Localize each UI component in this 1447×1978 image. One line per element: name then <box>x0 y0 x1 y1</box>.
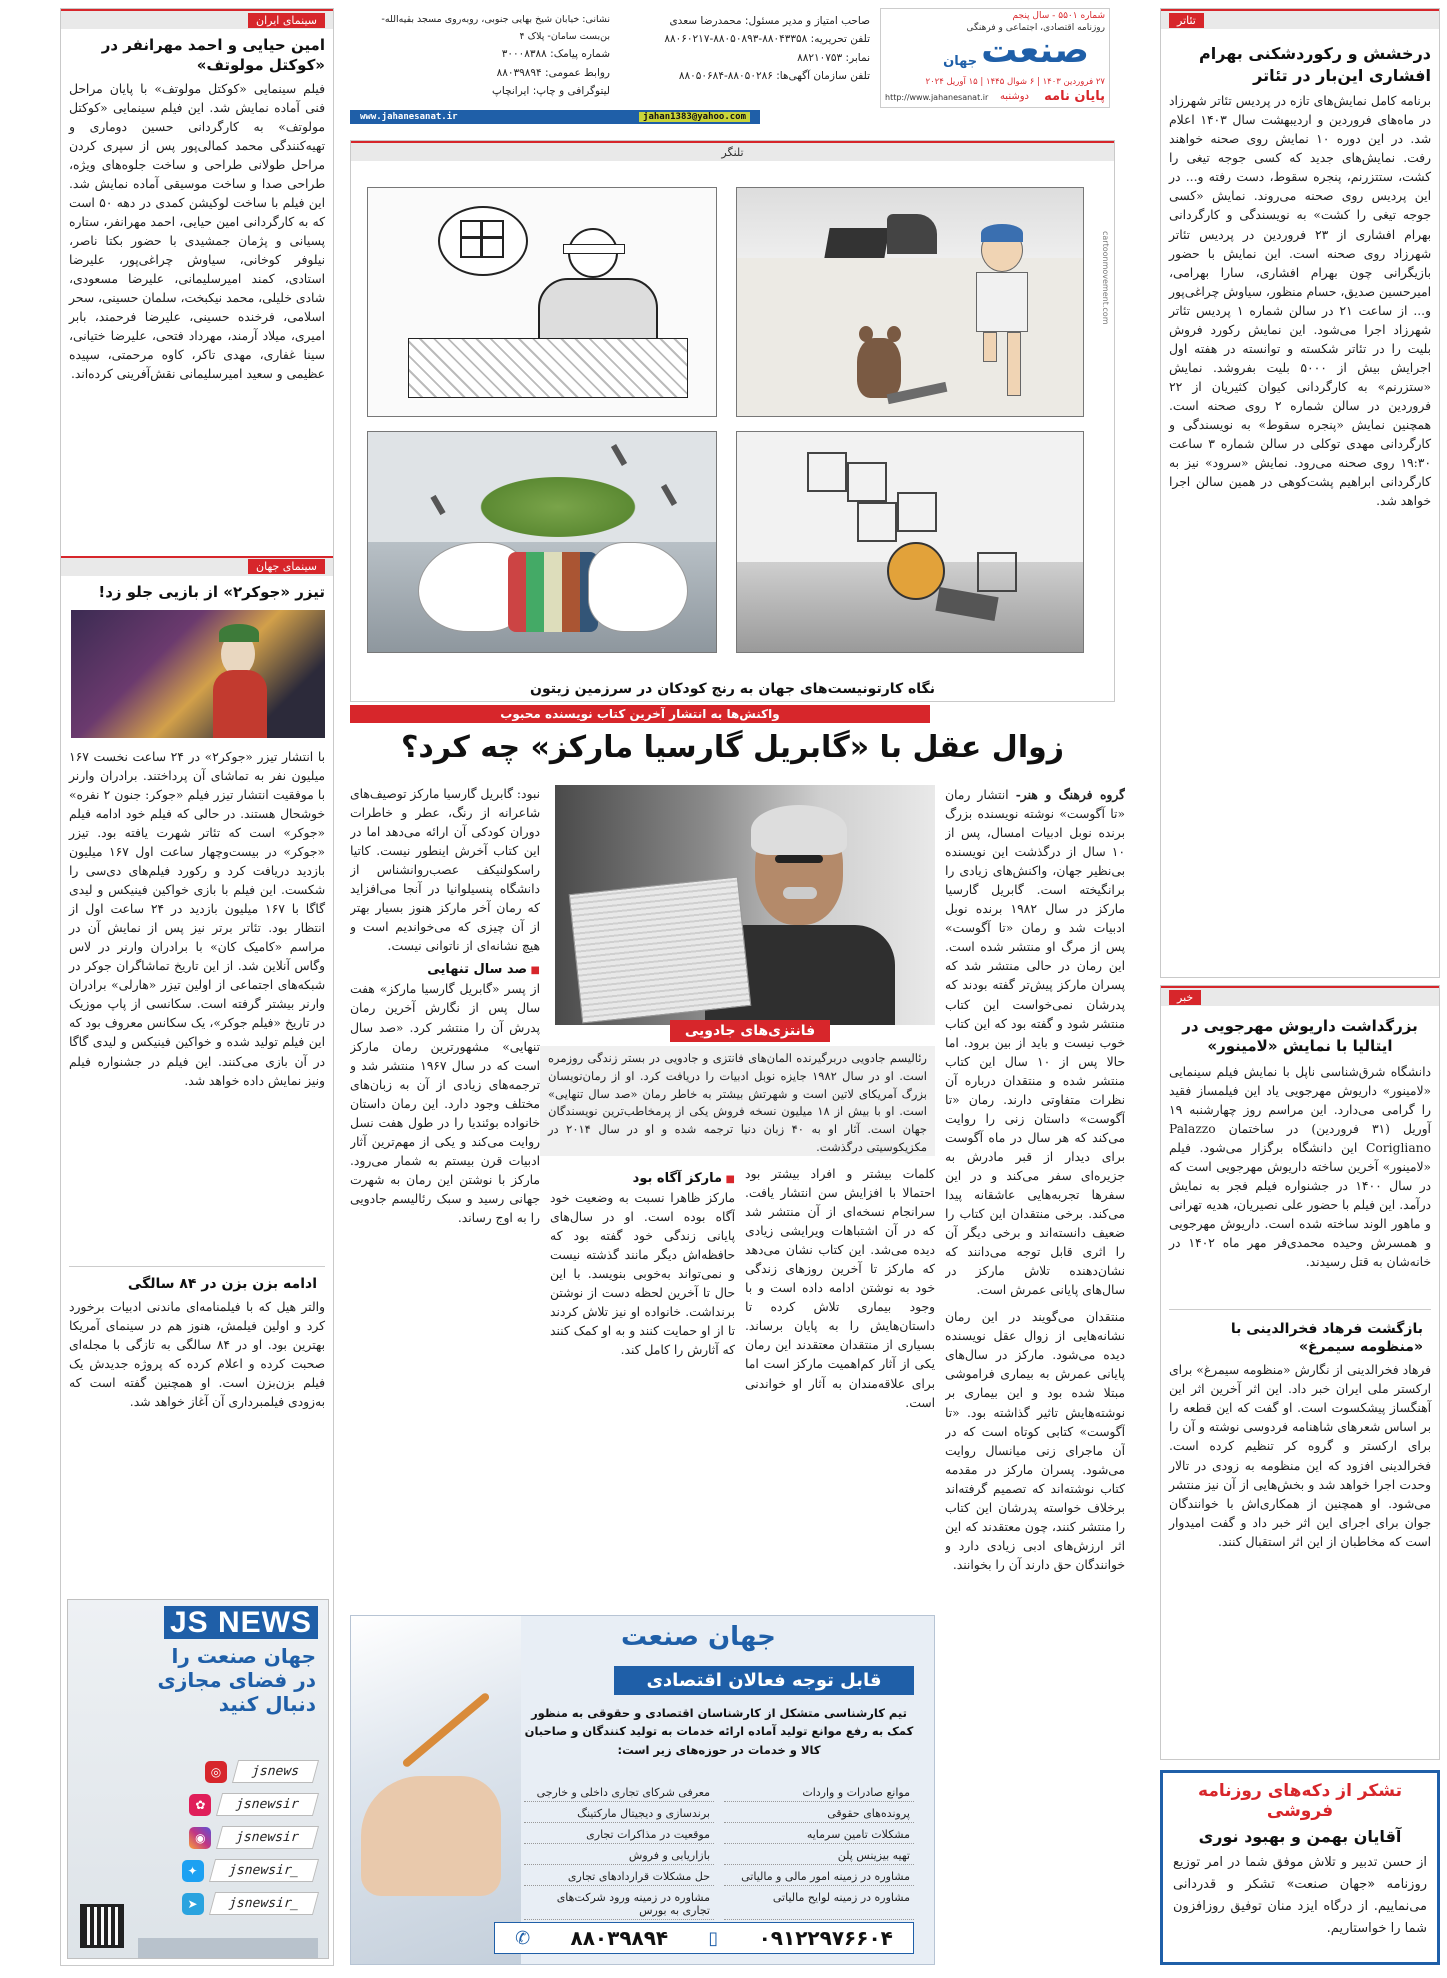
article-body: منتقدان می‌گویند در این رمان نشانه‌هایی از زوال عقل نویسنده دیده می‌شود. مارکز در سال‌های پایانی عمرش به بیماری فراموشی مبتلا شده بود و این بیماری بر نوشته‌هایش تاثیر گذاشته بود. «تا آگوست» کتابی کوتاه است که در آن ماجرای زنی میانسال روایت می‌شود. پسران مارکز در مقدمه کتاب نوشته‌اند که تصمیم گرفته‌اند برخلاف خواسته پدرشان این کتاب را منتشر کنند، چون معتقدند که این اثر ارزش‌های ادبی زیادی دارد و خوانندگان حق دارند آن را بخوانند. <box>945 1310 1125 1572</box>
kicker-bar: واکنش‌ها به انتشار آخرین کتاب نویسنده محبوب <box>350 705 930 723</box>
article-headline: بزرگداشت داریوش مهرجویی در ایتالیا با نمایش «لامینور» <box>1182 1017 1418 1056</box>
pr-line: روابط عمومی: ۸۸۰۳۹۸۹۴ <box>496 66 610 79</box>
phone-line: تلفن تحریریه: ۸۸۰۴۳۳۵۸-۸۸۰۵۰۸۹۳-۸۸۰۶۰۲۱۷ <box>664 33 870 46</box>
article-col-left <box>350 785 540 1605</box>
mobile-icon: ▯ <box>708 1927 719 1949</box>
thanks-box <box>1160 1770 1440 1965</box>
email-strip[interactable]: jahan1383@yahoo.com <box>639 112 750 122</box>
cartoon-hopscotch <box>736 431 1084 653</box>
js-news-tagline-2: در فضای مجازی <box>157 1668 316 1692</box>
article-body: انتشار رمان «تا آگوست» نوشته نویسنده بزرگ برنده نوبل ادبیات امسال، پس از ۱۰ سال از درگذشت این نویسنده بی‌نظیر جهان، واکنش‌های زیادی را برانگیخته است. گابریل گارسیا مارکز در سال ۱۹۸۲ برنده نوبل ادبیات شد و رمان «تا آگوست» پس از مرگ او منتشر شده است. این رمان در حالی منتشر شد که پسران مارکز پیش‌تر گفته بودند که پدرشان نمی‌خواست این کتاب منتشر شود و گفته بود که این کتاب خوب نیست و باید از بین برود. اما حالا پس از ۱۰ سال این کتاب منتشر شده و منتقدان درباره آن نظرات متفاوتی دارند. رمان «تا آگوست» داستان زنی را روایت می‌کند که هر سال در ماه آگوست برای دیدار از قبر مادرش به جزیره‌ای سفر می‌کند و در این سفرها تجربه‌هایی عاشقانه پیدا می‌کند. برخی منتقدان این کتاب را ضعیف دانسته‌اند و برخی دیگر آن را اثری قابل توجه می‌دانند که نشان‌دهنده تلاش مارکز در سال‌های پایانی عمرش است. <box>945 788 1125 1298</box>
contact-strip <box>350 110 760 124</box>
address-line: نشانی: خیابان شیخ بهایی جنوبی، روبه‌روی مسجد بقیه‌الله- بن‌بست سامان- پلاک ۴ <box>381 14 610 42</box>
ad-service-item: مشکلات تامین سرمایه <box>724 1826 914 1844</box>
section-label: تلنگر <box>721 145 744 159</box>
brand-line: روزنامه اقتصادی، اجتماعی و فرهنگی <box>966 23 1105 33</box>
js-news-tagline-1: جهان صنعت را <box>171 1644 316 1668</box>
section-tag: سینمای جهان <box>248 559 325 574</box>
social-row-instagram[interactable] <box>116 1826 316 1849</box>
masthead <box>350 8 1110 108</box>
ad-service-item: مشاوره در زمینه امور مالی و مالیاتی <box>724 1868 914 1886</box>
ad-banner[interactable] <box>350 1615 935 1965</box>
cartoon-caption: نگاه کارتونیست‌های جهان به رنج کودکان در سرزمین زیتون <box>530 681 935 697</box>
section-bar-news <box>1161 986 1439 1006</box>
article-subhead: بازگشت فرهاد فخرالدینی با «منظومه سیمرغ» <box>1169 1309 1431 1362</box>
section-tag: سینمای ایران <box>248 13 325 28</box>
social-row-aparat[interactable] <box>116 1793 316 1816</box>
skyline-graphic <box>138 1918 318 1958</box>
masthead-info-middle <box>620 12 870 86</box>
ad-service-item: معرفی شرکای تجاری داخلی و خارجی <box>524 1784 714 1802</box>
ad-service-grid <box>524 1784 914 1920</box>
marquez-photo <box>555 785 935 1025</box>
right-column-lower <box>1160 985 1440 1760</box>
ad-title: قابل توجه فعالان اقتصادی <box>614 1666 914 1695</box>
social-handle[interactable]: jsnewsir <box>216 1793 319 1816</box>
thanks-title: تشکر از دکه‌های روزنامه فروشی <box>1198 1781 1402 1821</box>
ad-service-item: برندسازی و دیجیتال مارکتینگ <box>524 1805 714 1823</box>
article-headline: درخشش و رکوردشکنی بهرام افشاری این‌بار در تئاتر <box>1199 44 1431 85</box>
js-news-tagline-3: دنبال کنید <box>218 1692 316 1716</box>
masthead-info-left <box>350 12 610 100</box>
article-body: فرهاد فخرالدینی از نگارش «منظومه سیمرغ» برای ارکستر ملی ایران خبر داد. این اثر آخرین اثر این آهنگساز پیشکسوت است. او گفت که این قطعه را بر اساس شعرهای شاهنامه فردوسی نوشته و آن را برای ارکستر و گروه کر تنظیم کرده است. فخرالدینی افزود که این منظومه به زودی در تالار وحدت اجرا خواهد شد و بخش‌هایی از آن نیز منتشر می‌شود. او همچنین از همکاری‌اش با خوانندگان جوان برای اجرای این اثر خبر داد و گفت امیدوار است که مخاطبان از این اثر استقبال کنند. <box>1169 1363 1431 1549</box>
qr-code[interactable] <box>80 1904 124 1948</box>
telegram-icon: ➤ <box>182 1893 204 1915</box>
social-handle[interactable]: jsnews <box>232 1760 319 1783</box>
editor-line: صاحب امتیاز و مدیر مسئول: محمدرضا سعدی <box>669 15 870 27</box>
section-bar-cinema-world <box>61 556 333 576</box>
cartoon-source-label: cartoonmovement.com <box>1101 231 1110 325</box>
section-bar-theater <box>1161 9 1439 29</box>
article-headline: امین حیایی و احمد مهرانفر در «کوکتل مولوتف» <box>101 36 325 75</box>
article-body: با انتشار تیزر «جوکر۲» در ۲۴ ساعت نخست ۱۶۷ میلیون نفر به تماشای آن پرداختند. برادران وارنر با موفقیت انتشار تیزر فیلم «جوکر: جنون ۲ نفره» خوشحال هستند. در حالی که فیلم خود ادامه فیلم «جوکر» است که تئاتر شهرت یافته بود. تیزر «جوکر» در بیست‌وچهار ساعت اول ۱۶۷ میلیون بازدید دریافت کرد و رکورد فیلم‌های دی‌سی را شکست. این فیلم با بازی خواکین فینیکس و لیدی گاگا با ۱۶۷ میلیون بازدید در ۲۴ ساعت اول از انتظار بود. تئاتر برتر نیز پس از نمایش آن در مراسم «کامیک کان» با برادران وارنر در لاس وگاس آنلاین شد. از این تاریخ تماشاگران جوکر در شبکه‌های اجتماعی از اولین تیزر «هارلی» برادران وارنر بیشتر گرفته است. سکانسی از پاپ موزیک در تاریخ «فیلم جوکر»، یک سکانس معروف بود که این فیلم تولید شده و خواکین فینیکس و لیدی گاگا در آن بازی می‌کنند. این فیلم در جشنواره فیلم ونیز نمایش داده خواهد شد. <box>69 749 325 1088</box>
article-col-mid-right <box>745 1165 935 1605</box>
logo-sub: جهان <box>943 54 978 69</box>
article-body: کلمات بیشتر و افراد بیشتر بود احتمالا با افزایش سن انتشار یافت. سرانجام نسخه‌ای از آن منتشر شد که در آن اشتباهات ویرایشی زیادی دیده می‌شد. این کتاب نشان می‌دهد که مارکز تا آخرین روزهای زندگی خود به نوشتن ادامه داده است و با وجود بیماری تلاش کرده تا داستان‌هایش را به پایان برساند. بسیاری از منتقدان معتقدند این رمان یکی از آثار کم‌اهمیت مارکز است اما برای علاقه‌مندان به آثار او خواندنی است. <box>745 1167 935 1410</box>
social-handle[interactable]: jsnewsir <box>216 1826 319 1849</box>
section-tag: تئاتر <box>1169 13 1204 28</box>
masthead-info-right <box>880 8 1110 108</box>
print-line: لیتوگرافی و چاپ: ایرانچاپ <box>492 85 610 97</box>
social-row-twitter[interactable] <box>116 1859 316 1882</box>
ad-phone-1[interactable]: ۸۸۰۳۹۸۹۴ <box>570 1926 669 1950</box>
ad-service-item: موقعیت در مذاکرات تجاری <box>524 1826 714 1844</box>
sms-line: شماره پیامک: ۳۰۰۰۸۳۸۸ <box>501 48 610 61</box>
photo-caption-body: رئالیسم جادویی دربرگیرنده المان‌های فانتزی و جادویی در بستر زندگی روزمره است. او در سال ۱۹۸۲ جایزه نوبل ادبیات را دریافت کرد. او از رمان‌نویسان بزرگ آمریکای لاتین است و شهرتش بیشتر به خاطر رمان «صد سال تنهایی» است. او با بیش از ۱۸ میلیون نسخه فروش یکی از پرمخاطب‌ترین نویسندگان جهان است. آثار او به ۴۰ زبان دنیا ترجمه شده و او در سال ۲۰۱۴ در مکزیکوسیتی درگذشت. <box>540 1046 935 1156</box>
article-body: فیلم سینمایی «کوکتل مولوتف» با پایان مراحل فنی آماده نمایش شد. این فیلم سینمایی «کوکتل مولوتف» به کارگردانی حسین دوماری و تهیه‌کنندگی محمد کمالی‌پور پس از سپری کردن مراحل طولانی طراحی و ساخت جلوه‌های ویژه، طراحی صدا و ساخت موسیقی آماده نمایش شد. این فیلم با ساخت لوکیشن کمدی در دهه ۵۰ است که به کارگردانی امین حیایی، احمد مهرانفر، ستاره پسیانی و پژمان جمشیدی با حضور بکتا ناصر، نیلوفر کوخانی، سیاوش چراغی‌پور، علیرضا استادی، کمند امیرسلیمانی، علیرضا مسعودی، شادی خلیلی، محمد نیکبخت، سلمان حسینی، سحر اسلامی، فرخنده حسینی، علیرضا فرحمند، بابر امیری، میلاد آرمند، مهرداد فتحی، علیرضا ختیانی، سینا غفاری، مهدی تاکر، کاوه مرحمتی، سپیده عظیمی و سعید امیرسلیمانی نقش‌آفرینی کرده‌اند. <box>69 81 325 382</box>
issue-badge: شماره ۵۵۰۱ - سال پنجم <box>1012 11 1105 21</box>
newspaper-logo <box>943 30 1089 71</box>
article-subhead: ادامه بزن بزن در ۸۴ سالگی <box>69 1266 325 1296</box>
fax-line: نمابر: ۸۸۲۱۰۷۵۳ <box>797 51 870 64</box>
day-label: دوشنبه <box>999 91 1029 102</box>
article-col-right <box>945 785 1125 1965</box>
section-tag: خبر <box>1169 990 1201 1005</box>
website-url[interactable]: http://www.jahanesanat.ir <box>885 93 989 102</box>
thanks-body: از حسن تدبیر و تلاش موفق شما در امر توزیع روزنامه «جهان صنعت» تشکر و قدردانی می‌نماییم. از درگاه ایزد منان توفیق روزافزون شما را خواستاریم. <box>1173 1855 1427 1937</box>
ad-phone-2[interactable]: ۰۹۱۲۲۹۷۶۶۰۴ <box>758 1926 893 1950</box>
ad-brand: جهان صنعت <box>621 1622 776 1652</box>
joker-photo <box>71 610 325 738</box>
cartoon-section <box>350 140 1115 702</box>
article-body: برنامه کامل نمایش‌های تازه در پردیس تئاتر شهرزاد در ماه‌های فروردین و اردیبهشت سال ۱۴۰۳ اعلام شد. در این دوره ۱۰ نمایش روی صحنه خواهند رفت. نمایش‌های جدید که کسی جوجه تیغی را کشت، ستتزرنم، پنجره سقوط، دست رفته و... در این پردیس روی صحنه می‌روند. نمایش «کسی جوجه تیغی را کشت» به نویسندگی و کارگردانی بهرام افشاری از ۲۳ فروردین در پردیس تئاتر شهرزاد روی صحنه است. این نمایش با حضور بازیگرانی چون بهرام افشاری، سارا بهرامی، امیرحسین صدیق، حسام منظور، سیاوش چراغی‌پور و... از ساعت ۲۱ در سالن شماره ۱ پردیس تئاتر شهرزاد اجرا می‌شود. این نمایش رکورد فروش بلیت را در تئاتر شکسته و توانسته در هفته اول اجرایش بیش از ۵۰۰۰ بلیت بفروشد. نمایش «ستزرنم» به کارگردانی کیوان کثیریان از ۲۲ فروردین در سالن شماره ۲ روی صحنه است. همچنین نمایش «پنجره سقوط» به نویسندگی و کارگردانی مهدی توکلی در سالن شماره ۳ ساعت ۱۹:۳۰ روی صحنه می‌رود. نمایش «سرود» نیز به کارگردانی ابراهیم پشت‌کوهی در همین سالن اجرا خواهد شد. <box>1169 94 1432 509</box>
article-body: دانشگاه شرق‌شناسی ناپل با نمایش فیلم سینمایی «لامینور» داریوش مهرجویی یاد این فیلمساز فقید را گرامی می‌دارد. این مراسم روز چهارشنبه ۱۹ آوریل (۳۱ فروردین) در ساختمان Palazzo Corigliano این دانشگاه برگزار می‌شود. فیلم «لامینور» آخرین ساخته داریوش مهرجویی است که در سال ۱۴۰۰ در جشنواره فیلم فجر به نمایش درآمد. این فیلم با حضور علی نصیریان، هدیه تهرانی و ماهور الوند ساخته شده است. داریوش مهرجویی و همسرش وحیده محمدی‌فر مهر ماه ۱۴۰۲ در خانه‌شان به قتل رسیدند. <box>1169 1064 1432 1269</box>
date-line: ۲۷ فروردین ۱۴۰۳ | ۶ شوال ۱۴۴۵ | ۱۵ آوریل ۲۰۲۴ <box>925 77 1105 87</box>
thanks-names: آقایان بهمن و بهبود نوری <box>1198 1827 1402 1846</box>
ad-service-item: تهیه بیزینس پلن <box>724 1847 914 1865</box>
ad-service-item: مشاوره در زمینه لوایح مالیاتی <box>724 1889 914 1920</box>
logo-text: صنعت <box>981 30 1089 71</box>
ad-phone-bar <box>494 1922 914 1954</box>
photo-caption: فانتزی‌های جادویی <box>670 1020 830 1042</box>
instagram-icon: ◉ <box>189 1827 211 1849</box>
twitter-icon: ✦ <box>182 1860 204 1882</box>
article-headline: تیزر «جوکر۲» از بازیی جلو زد! <box>98 582 325 601</box>
article-col-mid-left <box>550 1165 735 1605</box>
cartoon-boy-with-toy <box>736 187 1084 417</box>
ad-subtitle: تیم کارشناسی متشکل از کارشناسان اقتصادی و حقوقی به منظور کمک به رفع موانع تولید آماده ارائه خدمات به تولید کنندگان و صاحبان کالا و خدمات در حوزه‌های زیر است: <box>524 1706 914 1757</box>
social-row-website[interactable] <box>116 1760 316 1783</box>
main-headline: زوال عقل با «گابریل گارسیا مارکز» چه کرد؟ <box>400 730 1065 765</box>
ad-service-item: موانع صادرات و واردات <box>724 1784 914 1802</box>
phone-icon: ✆ <box>515 1927 531 1949</box>
aparat-icon: ✿ <box>189 1794 211 1816</box>
website-icon: ◎ <box>205 1761 227 1783</box>
cartoon-dove-family <box>367 431 717 653</box>
section-bar-cinema-iran <box>61 9 333 29</box>
cartoon-bandaged-child-gift <box>367 187 717 417</box>
web-strip[interactable]: www.jahanesanat.ir <box>360 112 458 122</box>
article-body: از پسر «گابریل گارسیا مارکز» هفت سال پس از نگارش آخرین رمان پدرش آن را منتشر کرد. «صد سال تنهایی» مشهورترین رمان مارکز است که در سال ۱۹۶۷ منتشر شد و ترجمه‌های زیادی از آن به زبان‌های مختلف وجود دارد. این رمان داستان خانواده بوئندیا را در طول هفت نسل روایت می‌کند و یکی از مهم‌ترین آثار ادبیات قرن بیستم به شمار می‌رود. مارکز با نوشتن این رمان به شهرت جهانی رسید و سبک رئالیسم جادویی را به اوج رساند. <box>350 982 540 1225</box>
ad-service-item: پرونده‌های حقوقی <box>724 1805 914 1823</box>
article-subhead: ■ صد سال تنهایی <box>350 962 540 977</box>
ad-service-item: بازاریابی و فروش <box>524 1847 714 1865</box>
section-bar-talangor <box>351 141 1114 161</box>
js-news-logo <box>68 1600 328 1640</box>
social-handle[interactable]: jsnewsir_ <box>208 1859 319 1882</box>
ad-service-item: مشاوره در زمینه ورود شرکت‌های تجاری به بورس <box>524 1889 714 1920</box>
article-subhead: ■ مارکز آگاه بود <box>550 1171 735 1186</box>
social-handle[interactable]: jsnewsir_ <box>208 1892 319 1915</box>
ad-service-item: حل مشکلات قراردادهای تجاری <box>524 1868 714 1886</box>
article-body: والتر هیل که با فیلمنامه‌ای ماندنی ادبیات برخورد کرد و اولین فیلمش، هنوز هم در سینمای آمریکا بهترین بود. او در ۸۴ سالگی به تازگی با مجله‌ای صحبت کرده و اعلام کرده که پروژه جدیدش یک فیلم بزن‌بزن است. او همچنین گفته است که به‌زودی فیلمبرداری آن آغاز خواهد شد. <box>69 1299 325 1409</box>
page-tag: پایان نامه <box>1044 89 1105 104</box>
ad-hand-image <box>351 1616 521 1965</box>
article-body: مارکز ظاهرا نسبت به وضعیت خود آگاه بوده است. او در سال‌های پایانی زندگی خود گفته بود که حافظه‌اش دیگر مانند گذشته نیست و نمی‌تواند به‌خوبی بنویسد. با این حال تا آخرین لحظه دست از نوشتن برنداشت. خانواده او نیز تلاش کردند تا از او حمایت کنند و به او کمک کنند که آثارش را کامل کند. <box>550 1191 735 1358</box>
right-column <box>1160 8 1440 978</box>
article-lead: گروه فرهنگ و هنر- <box>1015 787 1125 802</box>
article-body: نبود: گابریل گارسیا مارکز توصیف‌های شاعرانه از رنگ، عطر و خاطرات دوران کودکی آن ارائه می‌دهد اما در این کتاب آخرش اینطور نیست. کاتیا راسکولنیکف عصب‌روانشناس از دانشگاه پنسیلوانیا در آنجا می‌افزاید که رمان آخر مارکز هنوز بسیار بهتر از آن چیزی که می‌خواندیم است و هیچ نشانه‌ای از ناتوانی نیست. <box>350 787 540 954</box>
social-row-telegram[interactable] <box>116 1892 316 1915</box>
js-news-brand: JS NEWS <box>164 1606 318 1639</box>
left-column <box>60 8 334 1966</box>
ads-line: تلفن سازمان آگهی‌ها: ۸۸۰۵۰۲۸۶-۸۸۰۵۰۶۸۴ <box>678 70 870 83</box>
js-news-box <box>67 1599 329 1959</box>
